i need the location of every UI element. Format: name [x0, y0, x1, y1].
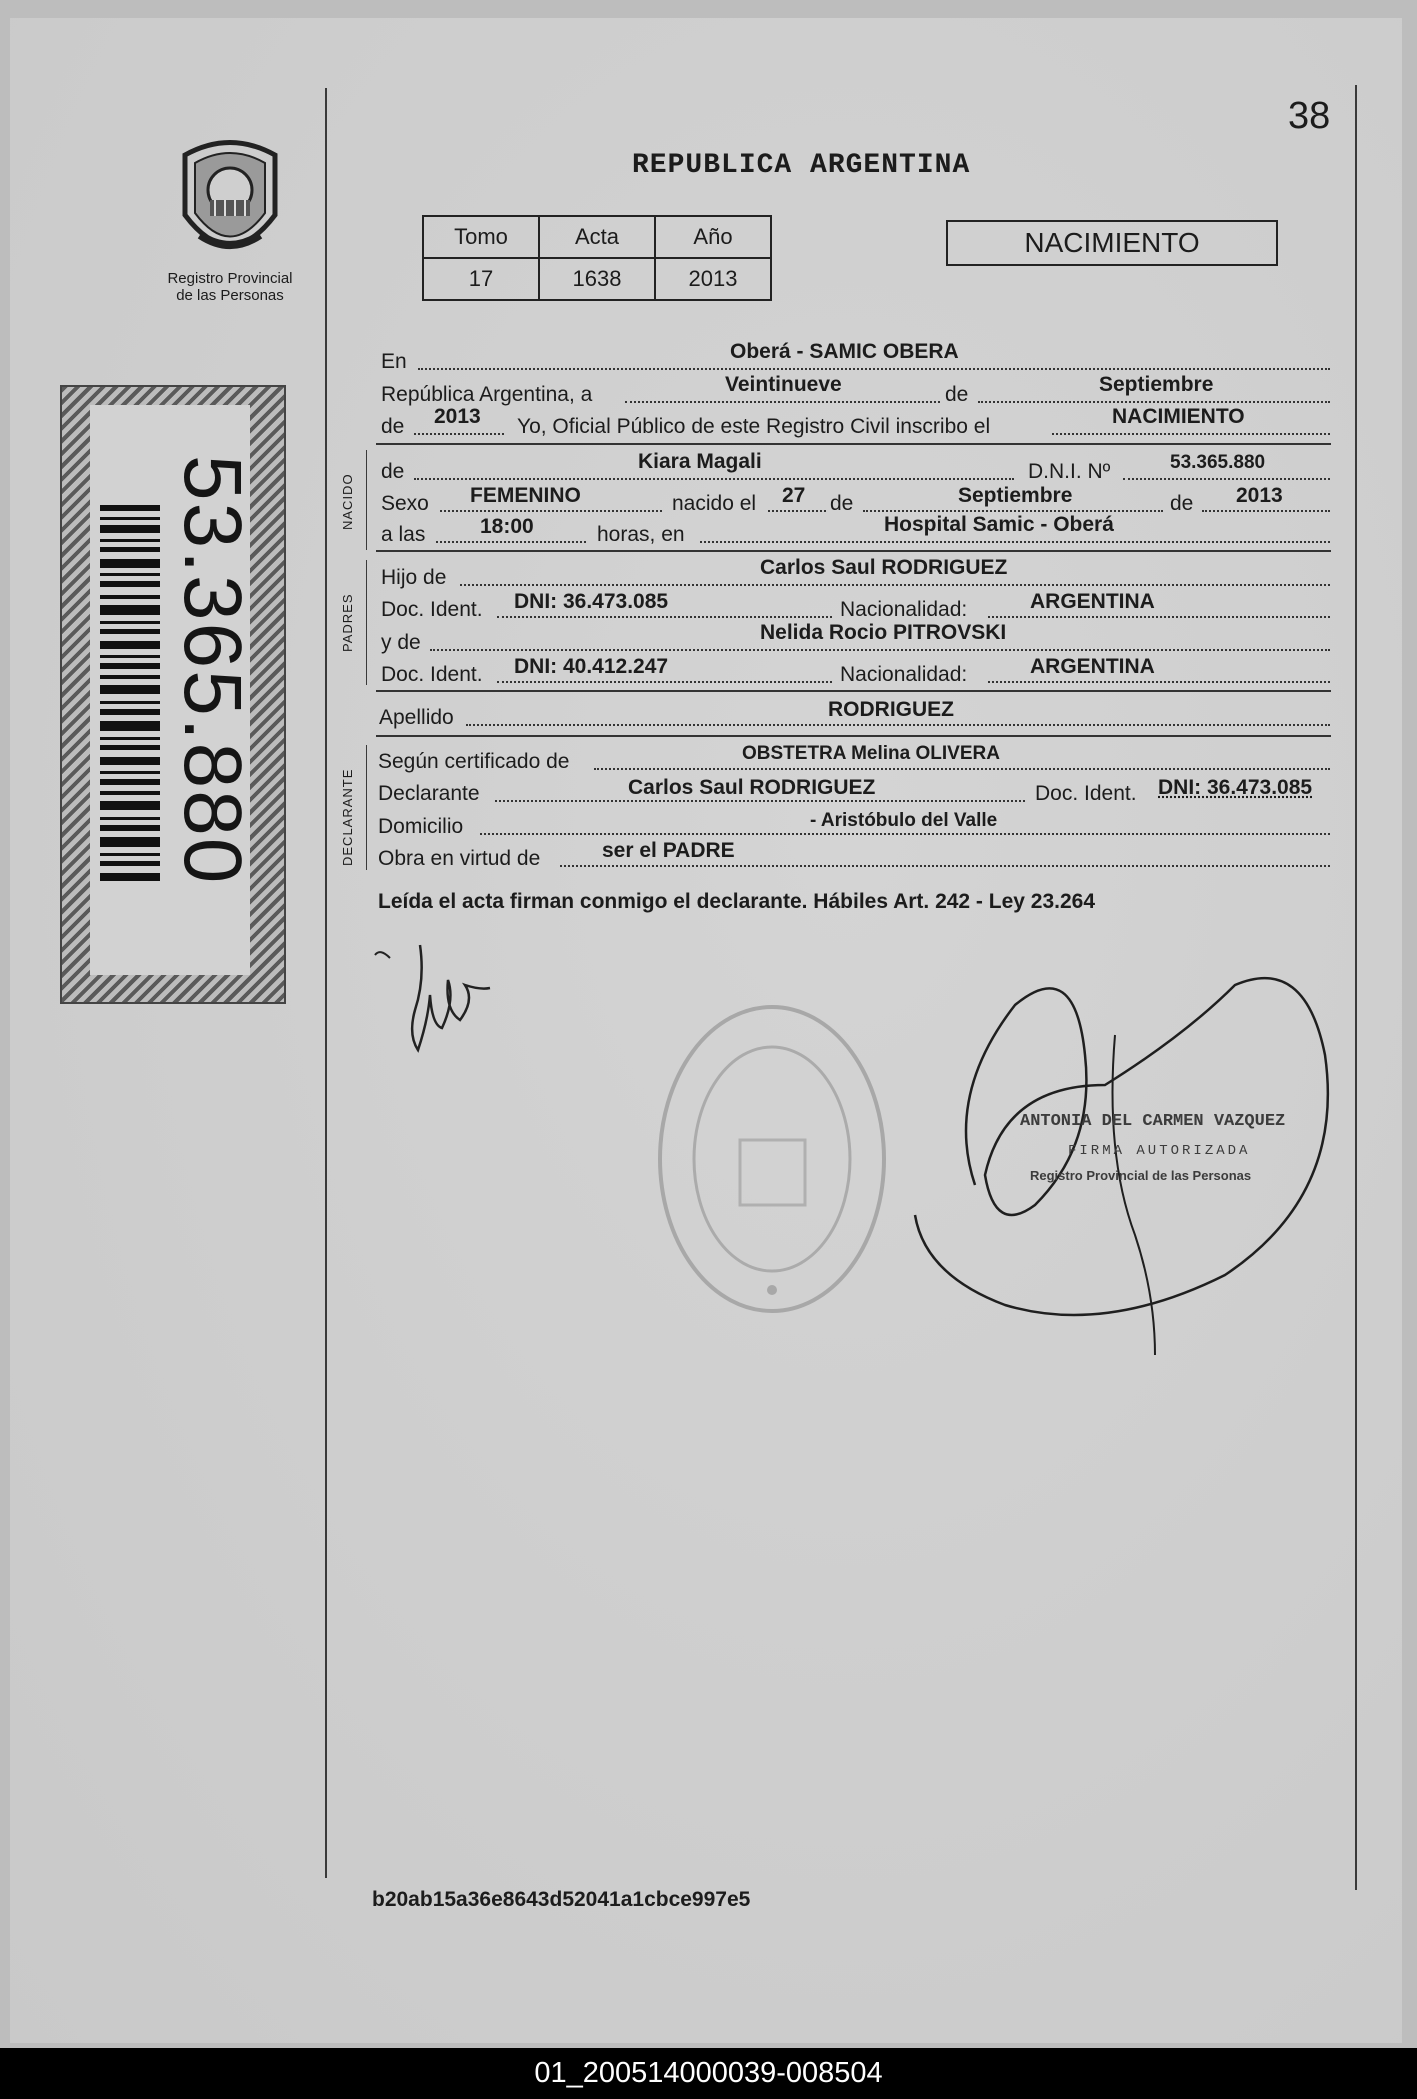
line-hora: [436, 541, 586, 543]
line-madre: [430, 649, 1330, 651]
line-doc-madre: [497, 681, 832, 683]
line-dni: [1123, 478, 1330, 480]
value-padre-nac: ARGENTINA: [1030, 590, 1155, 613]
label-domicilio: Domicilio: [378, 815, 464, 838]
label-de-2: de: [381, 415, 405, 438]
registry-seal-icon: [655, 1000, 890, 1318]
label-hijo-de: Hijo de: [381, 566, 447, 589]
label-a-las: a las: [381, 523, 426, 546]
separator-2: [376, 550, 1331, 552]
line-tipo: [1052, 433, 1330, 435]
label-doc-padre: Doc. Ident.: [381, 598, 483, 621]
line-dia: [625, 401, 940, 403]
value-declarante-dni: DNI: 36.473.085: [1158, 776, 1313, 799]
value-sexo: FEMENINO: [470, 484, 581, 507]
stamp-line2: FIRMA AUTORIZADA: [1068, 1143, 1251, 1159]
header-tomo: Tomo: [423, 216, 539, 258]
header-acta: Acta: [539, 216, 655, 258]
line-anio: [414, 433, 504, 435]
right-margin-line: [1355, 85, 1357, 1890]
value-padre: Carlos Saul RODRIGUEZ: [760, 556, 1008, 579]
label-horas-en: horas, en: [597, 523, 685, 546]
line-padre: [460, 584, 1330, 586]
declarante-bracket: [366, 745, 367, 870]
line-nac-padre: [988, 616, 1330, 618]
value-dni: 53.365.880: [1170, 452, 1266, 473]
label-nacido-el: nacido el: [672, 492, 757, 515]
value-domicilio: - Aristóbulo del Valle: [810, 810, 998, 831]
line-anio-nac: [1202, 510, 1330, 512]
value-lugar-nac: Hospital Samic - Oberá: [884, 513, 1114, 536]
stamp-line3: Registro Provincial de las Personas: [1030, 1168, 1252, 1183]
value-lugar: Oberá - SAMIC OBERA: [730, 340, 959, 363]
value-dia-nac: 27: [782, 484, 806, 507]
line-dia-nac: [768, 510, 826, 512]
label-doc-madre: Doc. Ident.: [381, 663, 483, 686]
line-mes-nac: [863, 510, 1163, 512]
padres-bracket: [366, 560, 367, 685]
value-declarante: Carlos Saul RODRIGUEZ: [628, 776, 876, 799]
separator-4: [376, 735, 1331, 737]
barcode-number: 53.365.880: [167, 455, 258, 886]
section-padres: PADRES: [340, 593, 355, 652]
line-doc-padre: [497, 616, 832, 618]
value-anio-nac: 2013: [1236, 484, 1283, 507]
label-segun: Según certificado de: [378, 750, 570, 773]
separator-1: [376, 443, 1331, 445]
separator-3: [376, 690, 1331, 692]
label-de-5: de: [1170, 492, 1194, 515]
line-sexo: [440, 510, 662, 512]
provincia-de-misiones-seal-icon: [170, 135, 290, 270]
declarant-signature: [370, 940, 500, 1060]
document-title: REPUBLICA ARGENTINA: [632, 150, 971, 181]
label-de-1: de: [945, 383, 969, 406]
value-anio: 2013: [434, 405, 481, 428]
label-declarante: Declarante: [378, 782, 480, 805]
section-declarante: DECLARANTE: [340, 768, 355, 866]
value-tomo: 17: [423, 258, 539, 300]
value-dia-letras: Veintinueve: [725, 373, 842, 396]
line-nac-madre: [988, 681, 1330, 683]
label-y-de: y de: [381, 631, 421, 654]
value-acta: 1638: [539, 258, 655, 300]
line-mes: [978, 401, 1330, 403]
record-type-box: NACIMIENTO: [946, 220, 1278, 266]
line-declarante: [495, 800, 1025, 802]
label-doc-declarante: Doc. Ident.: [1035, 782, 1137, 805]
stamp-line1: ANTONIA DEL CARMEN VAZQUEZ: [1020, 1112, 1286, 1131]
value-madre-nac: ARGENTINA: [1030, 655, 1155, 678]
value-nombre: Kiara Magali: [638, 450, 762, 473]
line-domicilio: [480, 833, 1330, 835]
value-anio: 2013: [655, 258, 771, 300]
line-apellido: [466, 724, 1330, 726]
logo-caption-line1: Registro Provincial: [167, 270, 293, 287]
label-dni: D.N.I. Nº: [1028, 460, 1111, 483]
value-madre-dni: DNI: 40.412.247: [514, 655, 669, 678]
label-de-3: de: [381, 460, 405, 483]
logo-caption-line2: de las Personas: [176, 287, 284, 304]
value-mes: Septiembre: [1099, 373, 1214, 396]
value-obra: ser el PADRE: [602, 839, 735, 862]
label-nac-padre: Nacionalidad:: [840, 598, 968, 621]
label-obra: Obra en virtud de: [378, 847, 541, 870]
label-de-4: de: [830, 492, 854, 515]
left-margin-line: [325, 88, 327, 1878]
footer-bar: 01_200514000039-008504: [0, 2048, 1417, 2099]
section-nacido: NACIDO: [340, 473, 355, 530]
barcode-icon: [100, 505, 160, 885]
line-lugar-nac: [700, 541, 1330, 543]
value-padre-dni: DNI: 36.473.085: [514, 590, 669, 613]
line-nombre: [414, 478, 1014, 480]
value-madre: Nelida Rocio PITROVSKI: [760, 621, 1007, 644]
value-apellido: RODRIGUEZ: [828, 698, 954, 721]
label-apellido: Apellido: [379, 706, 454, 729]
page-number: 38: [1288, 95, 1331, 137]
label-nac-madre: Nacionalidad:: [840, 663, 968, 686]
record-table: [422, 215, 772, 301]
value-mes-nac: Septiembre: [958, 484, 1073, 507]
line-en: [418, 368, 1330, 370]
value-certificado: OBSTETRA Melina OLIVERA: [742, 743, 1000, 764]
label-sexo: Sexo: [381, 492, 429, 515]
line-certificado: [594, 768, 1330, 770]
logo-caption: [140, 270, 320, 304]
label-yo: Yo, Oficial Público de este Registro Civil inscribo el: [517, 415, 991, 438]
nacido-bracket: [366, 450, 367, 550]
header-anio: Año: [655, 216, 771, 258]
value-hora: 18:00: [480, 515, 534, 538]
label-en: En: [381, 350, 407, 373]
line-obra: [560, 865, 1330, 867]
legal-text: Leída el acta firman conmigo el declarante. Hábiles Art. 242 - Ley 23.264: [378, 890, 1096, 913]
label-republica: República Argentina, a: [381, 383, 593, 406]
official-signature: [905, 975, 1335, 1355]
document-hash: b20ab15a36e8643d52041a1cbce997e5: [372, 1888, 751, 1911]
value-tipo: NACIMIENTO: [1112, 405, 1245, 428]
